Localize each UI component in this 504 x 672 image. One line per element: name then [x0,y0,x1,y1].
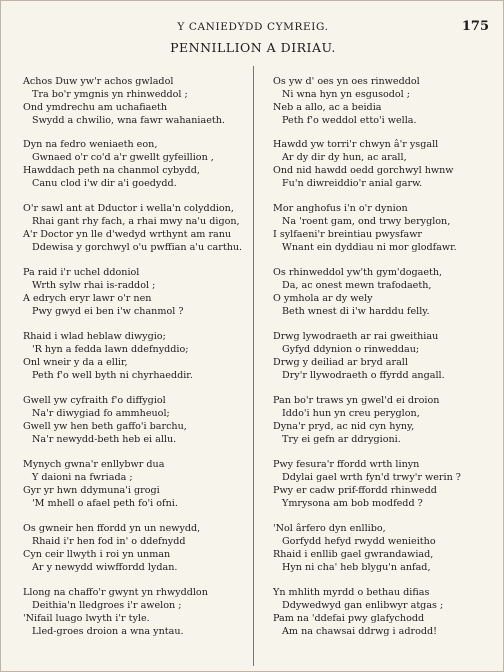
verse-line: Mynych gwna'r enllybwr dua [23,459,165,470]
verse-line: Neb a allo, ac a beidia [273,101,382,113]
verse-line: Wnant ein dyddiau ni mor glodfawr. [282,241,457,253]
verse-line: Am na chawsai ddrwg i adrodd! [282,625,438,637]
verse-line: Ddylai gael wrth fyn'd trwy'r werin ? [282,471,461,483]
stanza [23,459,255,523]
verse-line: Da, ac onest mewn trafodaeth, [282,279,432,291]
verse-line: Gwell yw hen beth gaffo'i barchu, [23,420,187,432]
stanza [23,76,255,139]
running-head: Y CANIEDYDD CYMREIG. [177,21,329,33]
stanza [23,331,255,395]
verse-line: Rhaid i'r hen fod in' o ddefnydd [32,535,186,547]
verse-line: Gorfydd hefyd rwydd wenieitho [282,535,436,547]
verse-line: Os gwneir hen ffordd yn un newydd, [23,523,201,534]
stanza [273,76,504,139]
stanza [273,459,504,523]
stanza [273,587,504,651]
verse-line: Mor anghofus i'n o'r dynion [273,203,408,214]
verse-line: Drwg lywodraeth ar rai gweithiau [273,331,439,342]
stanza [273,395,504,459]
verse-line: Achos Duw yw'r achos gwladol [23,76,174,87]
verse-line: Ddywedwyd gan enlibwyr atgas ; [282,599,444,611]
verse-line: 'Nifail luago lwyth i'r tyle. [23,612,150,624]
verse-line: 'Nol ârfero dyn enllibo, [273,523,386,534]
verse-line: 'R hyn a fedda lawn ddefnyddio; [32,343,189,355]
left-column [23,76,255,651]
verse-line: Gwnaed o'r co'd a'r gwellt gyfeillion , [32,151,214,163]
verse-line: Yn mhlith myrdd o bethau difias [273,587,430,598]
verse-line: Pan bo'r traws yn gwel'd ei droion [273,395,440,406]
verse-line: Ar dy dir dy hun, ac arall, [282,151,407,163]
verse-line: Dyna'r pryd, ac nid cyn hyny, [273,420,415,432]
verse-line: Na'r diwygiad fo ammheuol; [32,407,170,419]
verse-line: A'r Doctor yn lle d'wedyd wrthynt am ranu [23,228,232,240]
stanza [23,139,255,203]
verse-line: Wrth sylw rhai is-raddol ; [32,279,156,291]
stanza [23,395,255,459]
verse-line: Try ei gefn ar ddrygioni. [282,433,401,445]
verse-line: Dry'r llywodraeth o ffyrdd angall. [282,369,445,381]
verse-line: Ar y newydd wiwffordd lydan. [32,561,178,573]
verse-line: Canu clod i'w dir a'i goedydd. [32,177,177,189]
verse-line: Peth f'o well byth ni chyrhaeddir. [32,369,193,381]
verse-line: Hawddach peth na chanmol cybydd, [23,164,200,176]
verse-line: Pwy fesura'r ffordd wrth linyn [273,459,420,470]
stanza [23,267,255,331]
stanza [273,139,504,203]
stanza [23,203,255,267]
verse-line: Pam na 'ddefai pwy glafychodd [273,612,425,624]
verse-line: Ymrysona am bob modfedd ? [282,497,423,509]
verse-line: Hyn ni cha' heb blygu'n anfad, [282,561,431,573]
verse-line: Dyn na fedro weniaeth eon, [23,139,158,150]
verse-line: O'r sawl ant at Dductor i wella'n colyddion, [23,203,234,214]
verse-line: Onl wneir y da a ellir, [23,356,128,368]
verse-line: Os rhinweddol yw'th gym'dogaeth, [273,267,443,278]
stanza [23,523,255,587]
verse-line: Na 'roent gam, ond trwy beryglon, [282,215,451,227]
verse-line: Lled-groes droion a wna yntau. [32,625,184,637]
verse-line: Pwy er cadw prif-ffordd rhinwedd [273,484,437,496]
verse-line: Gyfyd ddynion o rinweddau; [282,343,420,355]
verse-line: A edrych eryr lawr o'r nen [23,292,152,304]
verse-line: Os yw d' oes yn oes rinweddol [273,76,420,87]
stanza [273,267,504,331]
right-column [273,76,504,651]
verse-line: Beth wnest di i'w harddu felly. [282,305,430,317]
page-number: 175 [461,19,489,34]
verse-line: Ni wna hyn yn esgusodol ; [282,88,411,100]
verse-line: I sylfaeni'r breintiau pwysfawr [273,228,423,240]
verse-line: Drwg y deiliad ar bryd arall [273,356,408,368]
verse-line: Fu'n diwreiddio'r anial garw. [282,177,423,189]
verse-line: Gyr yr hwn ddymuna'i grogi [23,484,160,496]
verse-line: Hawdd yw torri'r chwyn â'r ysgall [273,139,439,150]
verse-line: Ond nid hawdd oedd gorchwyl hwnw [273,164,454,176]
verse-line: Swydd a chwilio, wna fawr wahaniaeth. [32,114,225,126]
verse-line: Pwy gwyd ei ben i'w chanmol ? [32,305,184,317]
verse-line: Deithia'n lledgroes i'r awelon ; [32,599,182,611]
verse-line: Rhaid i enllib gael gwrandawiad, [273,548,434,560]
verse-line: 'M mhell o afael peth fo'i ofni. [32,497,178,509]
verse-line: Na'r newydd-beth heb ei allu. [32,433,177,445]
verse-line: Tra bo'r ymgnis yn rhinweddol ; [32,88,188,100]
stanza [273,203,504,267]
stanza [273,523,504,587]
section-title: PENNILLION A DIRIAU. [170,40,336,55]
stanza [273,331,504,395]
verse-line: Ddewisa y gorchwyl o'u pwffian a'u carthu. [32,241,243,253]
verse-line: Cyn ceir llwyth i roi yn unman [23,548,171,560]
verse-line: Gwell yw cyfraith f'o diffygiol [23,395,166,406]
stanza [23,587,255,651]
verse-line: Ond ymdrechu am uchafiaeth [23,101,168,113]
verse-line: Rhaid i wlad heblaw diwygio; [23,331,166,342]
verse-line: Rhai gant rhy fach, a rhai mwy na'u digon, [32,215,240,227]
verse-line: Peth f'o weddol etto'i wella. [282,114,417,126]
verse-line: Pa raid i'r uchel ddoniol [23,267,140,278]
verse-line: O ymhola ar dy wely [273,292,373,304]
verse-line: Y daioni na fwriada ; [32,471,133,483]
verse-line: Llong na chaffo'r gwynt yn rhwyddlon [23,587,208,598]
verse-line: Iddo'i hun yn creu peryglon, [282,407,420,419]
